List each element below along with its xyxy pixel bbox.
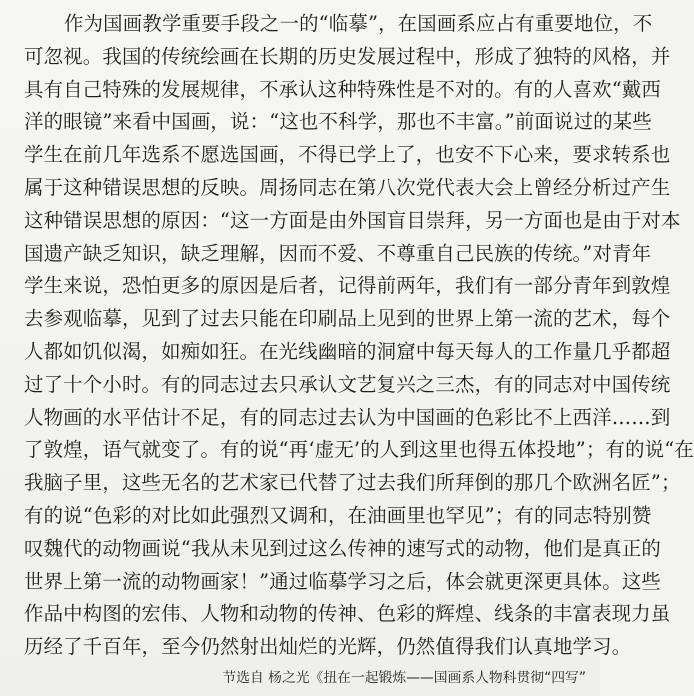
article-body [24, 8, 694, 664]
text-line: 历经了千百年，至今仍然射出灿烂的光辉，仍然值得我们认真地学习。 [24, 635, 632, 659]
text-line: 具有自己特殊的发展规律，不承认这种特殊性是不对的。有的人喜欢“戴西 [24, 77, 662, 101]
text-line: 国遗产缺乏知识，缺乏理解，因而不爱、不尊重自己民族的传统。”对青年 [24, 241, 652, 265]
text-line: 过了十个小时。有的同志过去只承认文艺复兴之三杰，有的同志对中国传统 [24, 372, 671, 396]
text-line: 作品中构图的宏伟、人物和动物的传神、色彩的辉煌、线条的丰富表现力虽 [24, 602, 671, 626]
source-caption: 节选自 杨之光《扭在一起锻炼——国画系人物科贯彻“四写” [222, 670, 586, 686]
text-line: 我脑子里，这些无名的艺术家已代替了过去我们所拜倒的那几个欧洲名匠”； [24, 471, 681, 495]
text-line: 学生在前几年选系不愿选国画，不得已学上了，也安不下心来，要求转系也 [24, 143, 671, 167]
text-line: 作为国画教学重要手段之一的“临摹”，在国画系应占有重要地位，不 [64, 12, 653, 35]
text-line: 了敦煌，语气就变了。有的说“再‘虚无’的人到这里也得五体投地”；有的说“在 [24, 438, 694, 462]
text-line: 洋的眼镜”来看中国画，说：“这也不科学，那也不丰富。”前面说过的某些 [24, 110, 652, 134]
text-line: 有的说“色彩的对比如此强烈又调和，在油画里也罕见”；有的同志特别赞 [24, 503, 652, 527]
text-line: 这种错误思想的原因：“这一方面是由外国盲目崇拜，另一方面也是由于对本 [24, 208, 681, 232]
text-line: 人物画的水平估计不足，有的同志过去认为中国画的色彩比不上西洋……到 [24, 405, 671, 429]
text-line: 学生来说，恐怕更多的原因是后者，记得前两年，我们有一部分青年到敦煌 [24, 274, 671, 298]
text-line: 属于这种错误思想的反映。周扬同志在第八次党代表大会上曾经分析过产生 [24, 175, 671, 199]
text-line: 世界上第一流的动物画家！”通过临摹学习之后，体会就更深更具体。这些 [24, 569, 662, 593]
text-line: 叹魏代的动物画说“我从未见到过这么传神的速写式的动物，他们是真正的 [24, 536, 662, 560]
text-line: 可忽视。我国的传统绘画在长期的历史发展过程中，形成了独特的风格，并 [24, 44, 671, 68]
text-line: 去参观临摹，见到了过去只能在印刷品上见到的世界上第一流的艺术，每个 [24, 307, 671, 331]
text-line: 人都如饥似渴，如痴如狂。在光线幽暗的洞窟中每天每人的工作量几乎都超 [24, 339, 671, 363]
